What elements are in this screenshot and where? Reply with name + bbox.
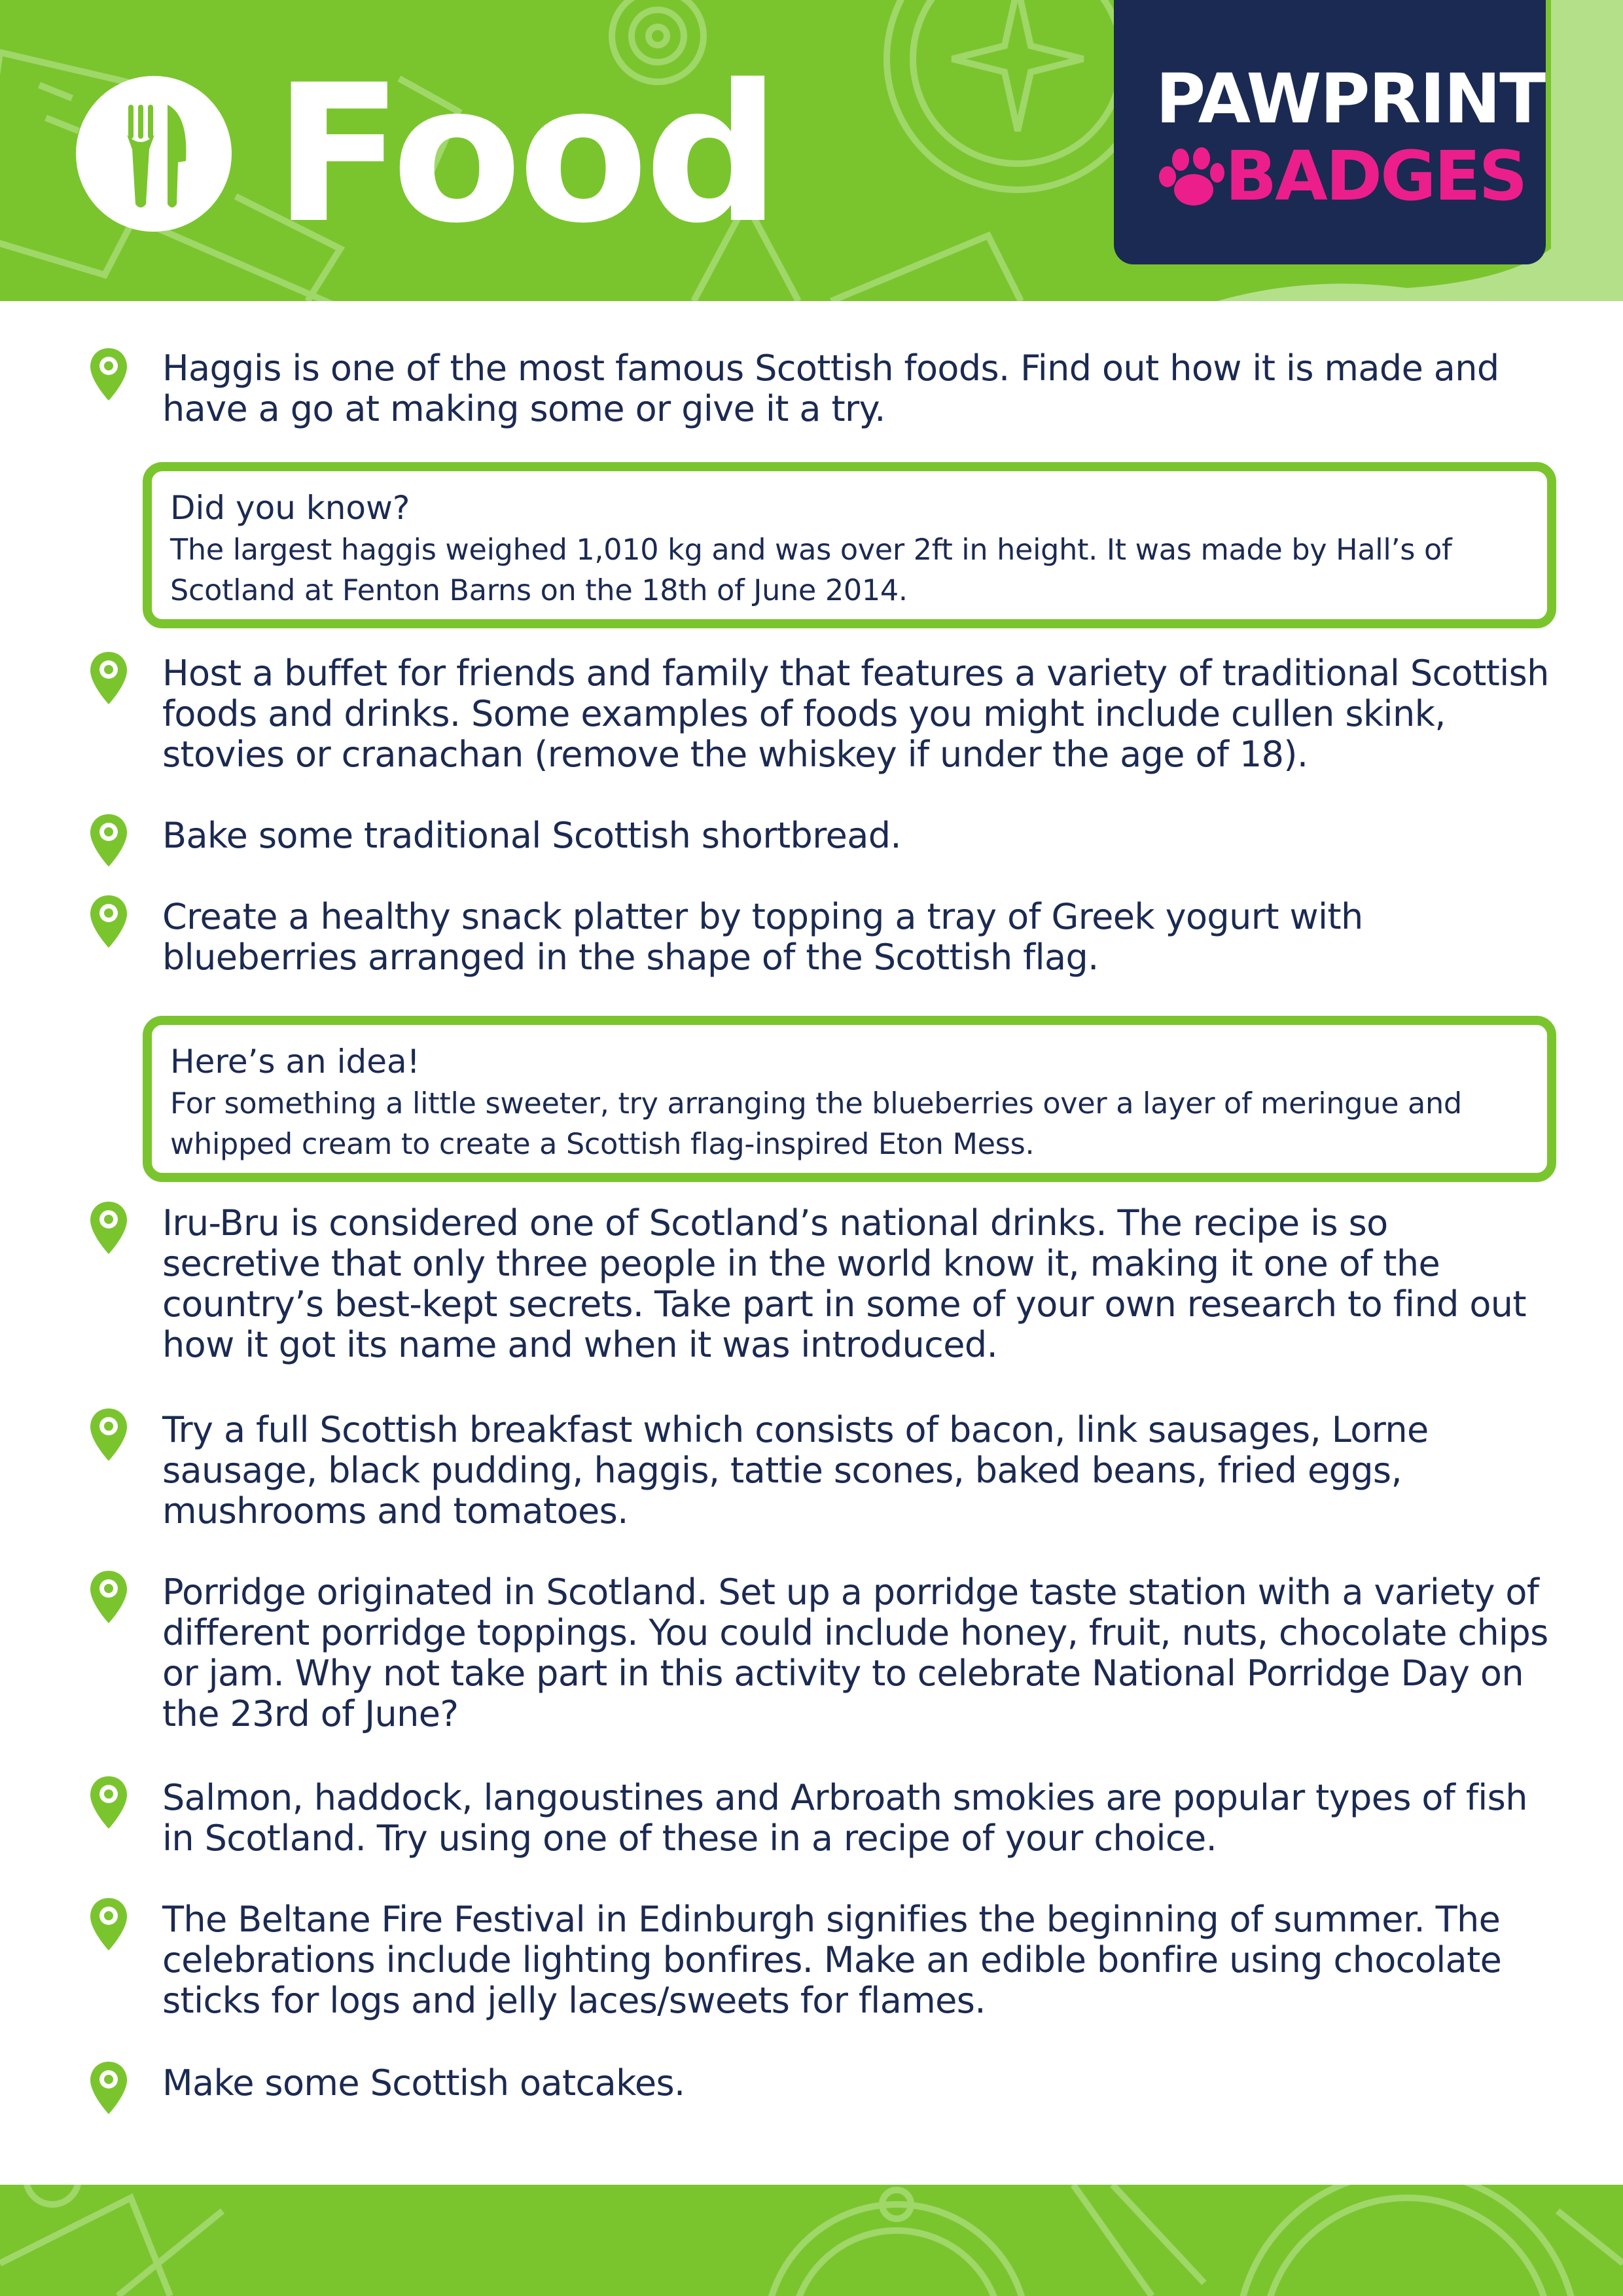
idea-box — [143, 1016, 1556, 1182]
item-text: Host a buffet for friends and family that features a variety of traditional Scottish foods and drinks. Some examples of foods you might include cullen skink, stovies or cranachan (remove the whiskey if under the age of 18). — [162, 653, 1549, 775]
item-text: Make some Scottish oatcakes. — [162, 2062, 685, 2104]
map-pin-icon — [88, 1895, 130, 1953]
fork-knife-icon — [76, 76, 232, 232]
footer-decoration — [0, 2185, 1623, 2296]
item-text: Salmon, haddock, langoustines and Arbroath smokies are popular types of fish in Scotland. Try using one of these in a recipe of your choice. — [162, 1777, 1527, 1859]
paw-icon — [1153, 143, 1225, 215]
map-pin-icon — [88, 1568, 130, 1626]
map-pin-icon — [88, 346, 130, 403]
box-title: Did you know? — [170, 489, 410, 527]
map-pin-icon — [88, 649, 130, 707]
header-banner — [0, 0, 1623, 301]
box-title: Here’s an idea! — [170, 1043, 420, 1081]
map-pin-icon — [88, 2059, 130, 2117]
box-body: For something a little sweeter, try arranging the blueberries over a layer of meringue and whipped cream to create a Scottish flag-inspired Eton Mess. — [170, 1087, 1462, 1161]
did-you-know-box — [143, 462, 1556, 628]
item-text: The Beltane Fire Festival in Edinburgh signifies the beginning of summer. The celebrations include lighting bonfires. Make an edible bonfire using chocolate sticks for logs and jelly laces/sweets for flames. — [162, 1899, 1502, 2021]
page-title: Food — [274, 45, 777, 265]
item-text: Bake some traditional Scottish shortbread. — [162, 815, 901, 856]
map-pin-icon — [88, 1406, 130, 1463]
footer-banner — [0, 2185, 1623, 2296]
item-text: Porridge originated in Scotland. Set up a porridge taste station with a variety of different porridge toppings. You could include honey, fruit, nuts, chocolate chips or jam. Why not take part in this activity to celebrate National Porridge Day on the 23rd of June? — [162, 1571, 1548, 1734]
item-text: Create a healthy snack platter by topping a tray of Greek yogurt with blueberries arranged in the shape of the Scottish flag. — [162, 896, 1363, 978]
map-pin-icon — [88, 812, 130, 869]
item-text: Iru-Bru is considered one of Scotland’s national drinks. The recipe is so secretive that only three people in the world know it, making it one of the country’s best-kept secrets. Take part in some of your own research to find out how it got its name and when it was introduced. — [162, 1202, 1526, 1365]
item-text: Try a full Scottish breakfast which consists of bacon, link sausages, Lorne sausage, black pudding, haggis, tattie scones, baked beans, fried eggs, mushrooms and tomatoes. — [162, 1409, 1429, 1532]
map-pin-icon — [88, 1199, 130, 1257]
map-pin-icon — [88, 1774, 130, 1831]
item-text: Haggis is one of the most famous Scottish foods. Find out how it is made and have a go at making some or give it a try. — [162, 348, 1499, 429]
pawprint-badges-logo — [1114, 0, 1546, 264]
map-pin-icon — [88, 893, 130, 950]
logo-line-1: PAWPRINT — [1156, 59, 1545, 139]
logo-line-2: BADGES — [1225, 136, 1526, 216]
box-body: The largest haggis weighed 1,010 kg and was over 2ft in height. It was made by Hall’s of Scotland at Fenton Barns on the 18th of June 2014. — [170, 533, 1452, 607]
